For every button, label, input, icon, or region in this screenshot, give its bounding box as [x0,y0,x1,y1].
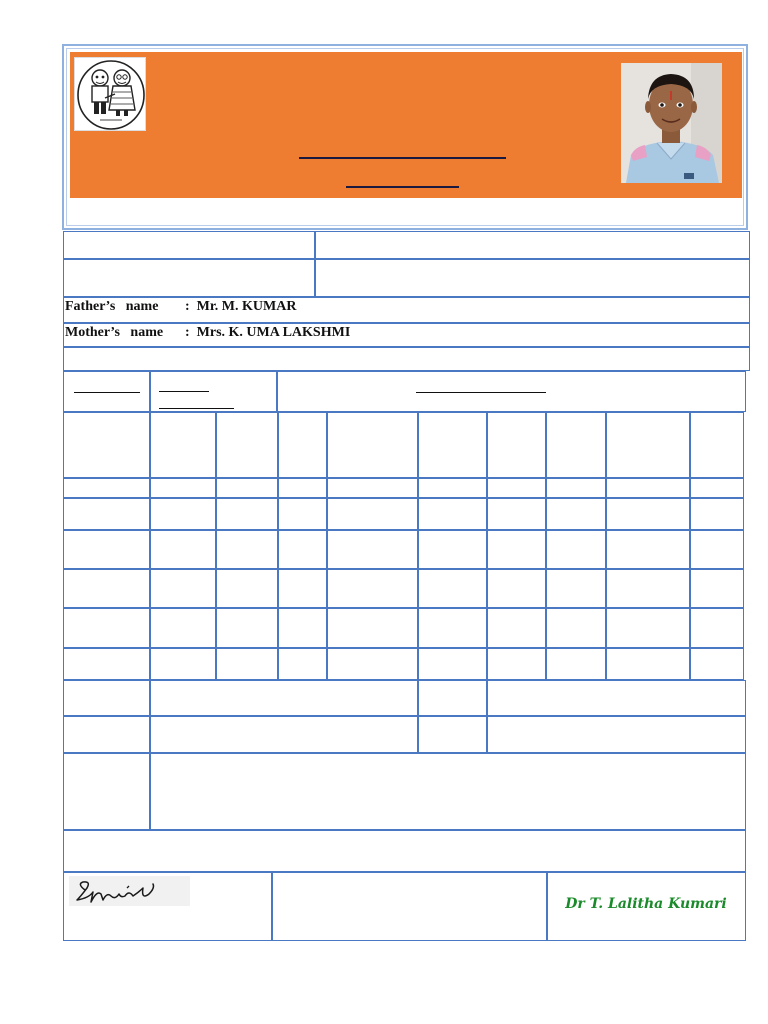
remarks-label-cell [63,753,150,830]
student-photo [621,63,722,183]
marks-cell [327,478,418,498]
marks-cell [150,530,216,569]
father-name-value: : Mr. M. KUMAR [185,299,297,314]
marks-cell [63,498,150,530]
attendance-label-cell [418,716,487,753]
max-marks-heading-line-2 [159,408,234,409]
marks-cell [546,530,606,569]
marks-cell [546,412,606,478]
marks-cell [150,569,216,608]
marks-cell [278,608,327,648]
marks-cell [546,648,606,680]
marks-cell [150,648,216,680]
marks-cell [487,498,546,530]
marks-cell [278,412,327,478]
marks-cell [487,608,546,648]
class-value-cell [315,259,750,297]
marks-cell [327,498,418,530]
term-heading-cell [277,371,746,412]
parent-signature-cell [272,872,547,941]
marks-cell [63,412,150,478]
marks-cell [150,498,216,530]
marks-cell [690,478,744,498]
mother-name-row [63,323,750,347]
rank-label-cell [63,716,150,753]
marks-cell [487,530,546,569]
marks-cell [487,648,546,680]
marks-cell [690,530,744,569]
marks-cell [606,569,690,608]
marks-cell [546,608,606,648]
mother-name-value: : Mrs. K. UMA LAKSHMI [185,325,351,340]
marks-cell [606,412,690,478]
rank-value-cell [150,716,418,753]
marks-cell [487,478,546,498]
marks-cell [327,648,418,680]
total-value-cell [150,680,418,716]
marks-cell [606,530,690,569]
address-row [63,347,750,371]
term-heading-line [416,392,546,393]
principal-name: Dr T. Lalitha Kumari [565,896,727,912]
marks-cell [690,498,744,530]
marks-cell [216,412,278,478]
marks-cell [606,648,690,680]
marks-cell [63,478,150,498]
marks-cell [418,530,487,569]
class-label-cell [63,259,315,297]
student-name-value-cell [315,231,750,259]
marks-cell [278,569,327,608]
marks-cell [327,608,418,648]
marks-cell [690,608,744,648]
student-name-label-cell [63,231,315,259]
marks-cell [487,412,546,478]
marks-cell [327,569,418,608]
marks-cell [418,648,487,680]
marks-cell [216,530,278,569]
marks-cell [327,412,418,478]
marks-cell [418,608,487,648]
marks-cell [216,478,278,498]
percentage-label-cell [418,680,487,716]
mother-name-label: Mother’s name [65,325,164,340]
marks-cell [690,412,744,478]
attendance-value-cell [487,716,746,753]
marks-cell [690,648,744,680]
percentage-value-cell [487,680,746,716]
marks-cell [150,478,216,498]
max-marks-heading-line-1 [159,391,209,392]
father-name-row [63,297,750,323]
marks-cell [63,569,150,608]
marks-cell [418,412,487,478]
marks-cell [150,608,216,648]
total-label-cell [63,680,150,716]
remarks-value-cell [150,753,746,830]
marks-cell [278,648,327,680]
marks-cell [150,412,216,478]
marks-cell [418,498,487,530]
max-marks-heading-cell [150,371,277,412]
marks-cell [216,569,278,608]
marks-cell [546,478,606,498]
marks-cell [278,498,327,530]
school-title-line [299,157,506,159]
marks-cell [216,648,278,680]
marks-cell [606,608,690,648]
marks-cell [546,498,606,530]
promotion-row [63,830,746,872]
marks-cell [278,478,327,498]
marks-cell [606,478,690,498]
marks-cell [216,498,278,530]
subject-heading-line [74,392,140,393]
marks-cell [216,608,278,648]
report-subtitle-line [346,186,459,188]
marks-cell [63,530,150,569]
marks-cell [63,648,150,680]
marks-cell [487,569,546,608]
marks-cell [63,608,150,648]
marks-cell [278,530,327,569]
marks-cell [606,498,690,530]
subject-heading-cell [63,371,150,412]
school-logo-icon [74,57,146,131]
marks-cell [327,530,418,569]
class-teacher-signature [69,876,190,906]
marks-cell [418,478,487,498]
marks-cell [690,569,744,608]
marks-cell [546,569,606,608]
marks-cell [418,569,487,608]
father-name-label: Father’s name [65,299,159,314]
